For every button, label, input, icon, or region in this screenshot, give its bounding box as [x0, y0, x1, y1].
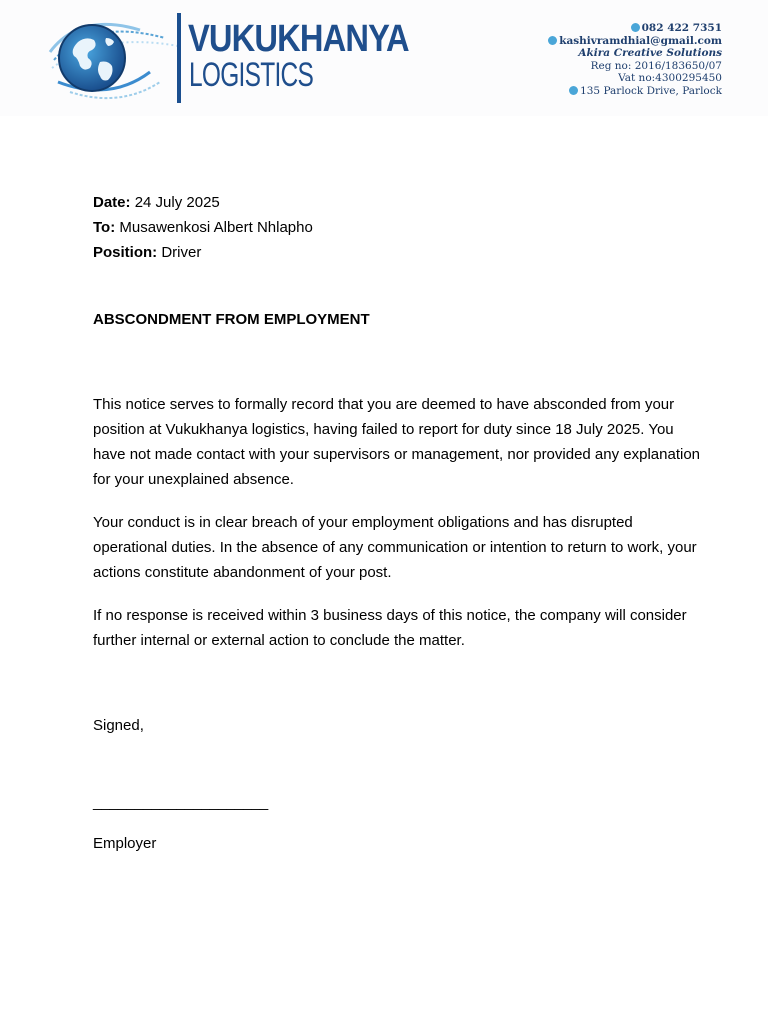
brand-subtitle: LOGISTICS [189, 56, 314, 94]
recipient-line: To: Musawenkosi Albert Nhlapho [93, 219, 313, 236]
signatory-label: Employer [93, 835, 157, 852]
paragraph-2: Your conduct is in clear breach of your employment obligations and has disrupted operational duties. In the absence of any communication or intention to return to work, your actions constitute abandonment of your post. [93, 514, 697, 581]
paragraph-3: If no response is received within 3 business days of this notice, the company will consider further internal or external action to conclude the matter. [93, 607, 687, 649]
date-value: 24 July 2025 [134, 194, 220, 211]
contact-designer: Akira Creative Solutions [578, 47, 722, 59]
recipient-value: Musawenkosi Albert Nhlapho [119, 219, 313, 236]
globe-logo-icon [40, 12, 180, 104]
brand-name: VUKUKHANYA [188, 18, 409, 60]
phone-icon [631, 23, 640, 32]
contact-address: 135 Parlock Drive, Parlock [548, 85, 722, 98]
letter-body [93, 190, 703, 856]
position-line: Position: Driver [93, 244, 202, 261]
signed-label: Signed, [93, 717, 144, 734]
position-value: Driver [161, 244, 202, 261]
contact-block [548, 22, 722, 97]
signature-line: _____________________ [93, 794, 269, 811]
contact-email: kashivramdhial@gmail.com [548, 35, 722, 48]
date-line: Date: 24 July 2025 [93, 194, 220, 211]
contact-reg: Reg no: 2016/183650/07 [590, 59, 722, 72]
subject-heading: ABSCONDMENT FROM EMPLOYMENT [93, 311, 370, 328]
paragraph-1: This notice serves to formally record that you are deemed to have absconded from your position at Vukukhanya logistics, having failed to report for duty since 18 July 2025. You have not made contact with your supervisors or management, nor provided any explanation for your unexplained absence. [93, 396, 701, 488]
contact-vat: Vat no:4300295450 [618, 72, 722, 84]
letterhead [0, 0, 768, 116]
mail-icon [548, 36, 557, 45]
contact-phone: 082 422 7351 [548, 22, 722, 35]
location-icon [569, 86, 578, 95]
logo-divider [177, 13, 181, 103]
